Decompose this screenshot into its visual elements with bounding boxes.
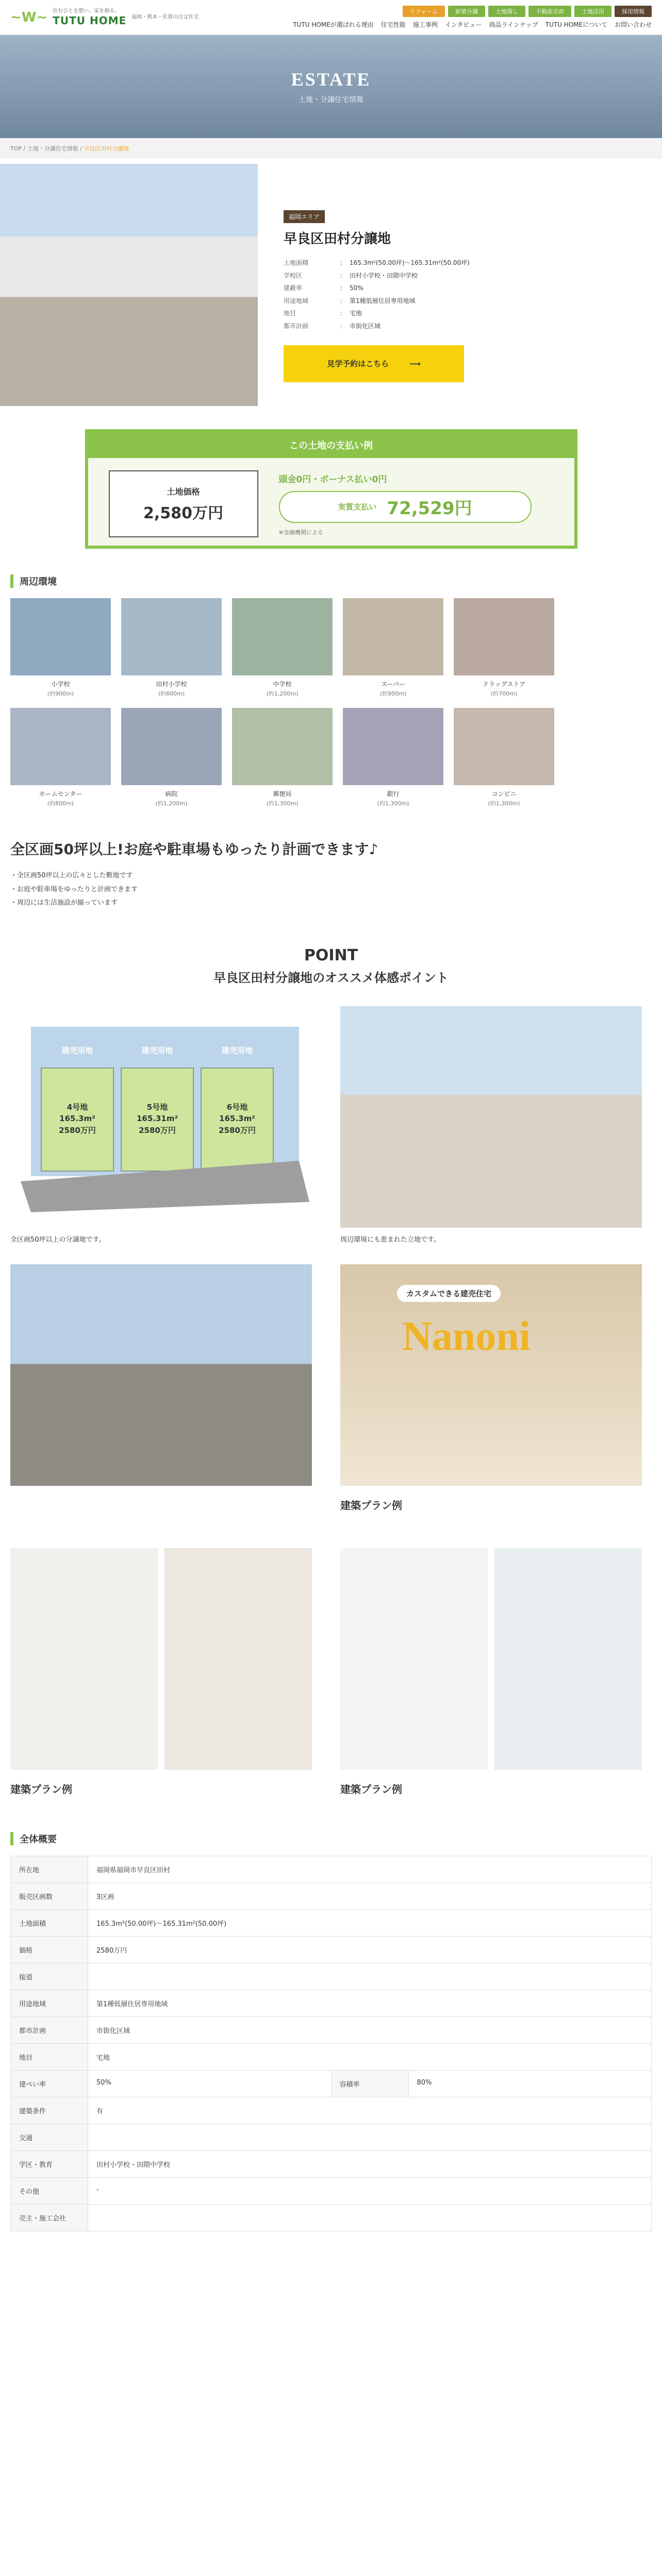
summary-value: 80% [408,2070,652,2097]
nav-link[interactable]: TUTU HOMEが選ばれる理由 [293,21,374,28]
environment-item[interactable] [454,598,554,698]
summary-row [11,2150,652,2177]
nav-link[interactable]: インタビュー [444,21,482,28]
feature-headline: 全区画50坪以上!お庭や駐車場もゆったり計画できます♪ [10,841,378,858]
payment-example [85,429,577,549]
summary-key: 土地面積 [11,1909,88,1936]
bathroom-photo [340,1548,642,1770]
spec-row [284,257,641,269]
environment-photo [121,708,222,785]
summary-key: 用途地域 [11,1990,88,2016]
summary-value [88,1963,652,1990]
spec-value: 165.3m²(50.00坪)〜165.31m²(50.00坪) [350,259,470,266]
lot-price: 2580万円 [139,1125,176,1135]
breadcrumb-sep: / [22,145,27,152]
site-header [0,0,662,35]
payment-title: この土地の支払い例 [88,432,574,458]
nav-pill[interactable]: リフォーム [403,6,445,17]
environment-item[interactable] [121,598,222,698]
nanoni-badge: カスタムできる建売住宅 [397,1285,501,1302]
property-spec-list [284,257,641,333]
nav-link[interactable]: 施工事例 [412,21,438,28]
summary-row [11,2177,652,2204]
environment-distance: (約900m) [379,690,407,697]
payment-condition: 頭金0円・ボーナス払い0円 [278,474,387,485]
nav-main-links [206,20,652,29]
spec-value: 第1種低層住居専用地域 [350,297,416,304]
environment-name: 郵便局 [273,790,292,798]
environment-photo [232,598,333,675]
spec-value: 市街化区域 [350,322,381,330]
summary-row [11,2204,652,2231]
summary-row [11,1990,652,2016]
environment-photo [232,708,333,785]
lot-title: 建売用地 [61,1045,93,1055]
neighborhood-photo [10,1264,312,1486]
environment-name: 中学校 [273,681,292,688]
summary-key: 売主・施工会社 [11,2204,88,2231]
summary-value: 宅地 [88,2043,652,2070]
environment-name: コンビニ [491,790,517,798]
summary-key: 建築条件 [11,2097,88,2124]
site-logo[interactable] [10,8,206,27]
environment-item[interactable] [10,708,111,807]
summary-value: 有 [88,2097,652,2124]
nanoni-photo [340,1264,642,1486]
property-info [258,164,662,411]
nav-pill[interactable]: 新築分譲 [448,6,485,17]
site-photo [340,1006,642,1228]
summary-key: 所在地 [11,1856,88,1883]
summary-row [11,2124,652,2150]
lot-detail [41,1101,113,1137]
environment-name: 田村小学校 [156,681,187,688]
point-label: POINT [304,946,358,964]
summary-key: 学区・教育 [11,2150,88,2177]
summary-value: 3区画 [88,1883,652,1909]
environment-item[interactable] [343,598,443,698]
breadcrumb [0,138,662,159]
summary-row [11,1936,652,1963]
summary-value: 福岡県福岡市早良区田村 [88,1856,652,1883]
spec-key: 都市計画 [284,322,309,330]
environment-name: 小学校 [51,681,70,688]
land-price-box [109,470,258,537]
environment-item[interactable] [454,708,554,807]
summary-row [11,2043,652,2070]
nav-pill[interactable]: 採用情報 [615,6,652,17]
environment-distance: (約1,300m) [488,800,520,807]
logo-mark-icon: ~W~ [10,9,48,25]
spec-colon: : [340,259,343,266]
summary-value: 50% [88,2070,332,2097]
lot-title: 建売用地 [221,1045,253,1055]
breadcrumb-sep: / [78,145,84,152]
spec-colon: : [340,297,343,304]
logo-subtagline: 福岡・熊本・佐賀の注文住宅 [131,14,199,20]
summary-row [11,2016,652,2043]
nav-link[interactable]: お問い合わせ [614,21,652,28]
spec-key: 土地面積 [284,259,309,266]
lot-number: 6号地 [226,1102,248,1112]
summary-key: 容積率 [331,2070,408,2097]
environment-name: スーパー [381,681,405,688]
spec-row [284,269,641,282]
visit-reservation-label: 見学予約はこちら [327,359,389,369]
lot-price: 2580万円 [59,1125,96,1135]
summary-key: 都市計画 [11,2016,88,2043]
environment-distance: (約600m) [158,690,185,697]
summary-key: 交通 [11,2124,88,2150]
nav-link[interactable]: 住宅性能 [380,21,406,28]
environment-distance: (約1,300m) [266,800,299,807]
environment-photo [10,708,111,785]
spec-value: 50% [350,284,363,292]
lot-area: 165.31m² [136,1114,178,1124]
nav-link[interactable]: 商品ラインナップ [489,21,538,28]
environment-photo [10,598,111,675]
arrow-right-icon: ⟶ [409,359,421,368]
environment-distance: (約1,200m) [155,800,188,807]
summary-row [11,1963,652,1990]
section-heading-summary: 全体概要 [10,1832,652,1845]
spec-colon: : [340,284,343,292]
property-top [0,164,662,411]
lot-area: 165.3m² [59,1114,95,1124]
environment-distance: (約1,300m) [377,800,409,807]
spec-value: 宅地 [350,310,362,317]
summary-key: 接道 [11,1963,88,1990]
summary-key: その他 [11,2177,88,2204]
land-price-value: 2,580万円 [143,504,223,522]
point-section [0,946,662,986]
nav-service-pills [206,6,652,17]
spec-key: 学校区 [284,272,303,279]
spec-colon: : [340,272,343,279]
nav-link[interactable]: TUTU HOMEについて [545,21,607,28]
environment-name: ドラッグストア [482,681,526,688]
summary-row [11,1856,652,1883]
hero-subtitle: 土地・分譲住宅情報 [299,96,363,104]
plan-label-2: 建築プラン例 [340,1783,402,1795]
lot-number: 4号地 [67,1102,88,1112]
site-photo-caption: 周辺環境にも恵まれた立地です。 [340,1235,440,1244]
environment-photo [454,598,554,675]
summary-value [88,2124,652,2150]
payment-note: ※金融機関による [278,529,323,536]
land-price-label: 土地価格 [167,486,200,497]
nanoni-logo: Nanoni [402,1313,531,1359]
nav-pill[interactable]: 土地探し [488,6,525,17]
summary-value: 2580万円 [88,1936,652,1963]
summary-key: 販売区画数 [11,1883,88,1909]
breadcrumb-home[interactable]: TOP [10,145,22,152]
monthly-label: 実質支払い [338,502,377,512]
spec-colon: : [340,322,343,330]
summary-key: 地目 [11,2043,88,2070]
plan-label-1: 建築プラン例 [10,1783,72,1795]
lot-detail [201,1101,273,1137]
spec-row [284,320,641,333]
summary-table [10,1856,652,2231]
environment-item[interactable] [121,708,222,807]
nav-pill[interactable]: 不動産売却 [528,6,571,17]
summary-value: - [88,2177,652,2204]
section-heading-environment: 周辺環境 [10,574,652,588]
global-nav [206,6,652,29]
environment-name: 銀行 [387,790,400,798]
property-name: 早良区田村分譲地 [284,231,391,247]
environment-photo [343,708,443,785]
plan-title: 建築プラン例 [340,1499,402,1512]
visit-reservation-button[interactable] [284,345,464,382]
environment-name: 病院 [165,790,178,798]
spec-key: 用途地域 [284,297,309,304]
hero-title: ESTATE [291,69,371,90]
spec-colon: : [340,310,343,317]
environment-item[interactable] [343,708,443,807]
kitchen-photo [10,1548,312,1770]
summary-row [11,1883,652,1909]
feature-text [0,869,662,910]
lot-title: 建売用地 [141,1045,173,1055]
environment-item[interactable] [232,708,333,807]
logo-tagline: 住むひとを想い、家を創る。 [53,8,120,14]
summary-key: 建ぺい率 [11,2070,88,2097]
spec-row [284,295,641,308]
summary-row [11,2097,652,2124]
environment-grid [0,598,662,807]
spec-key: 地目 [284,310,296,317]
environment-photo [121,598,222,675]
summary-row [11,2070,652,2097]
environment-distance: (約1,200m) [266,690,299,697]
environment-photo [343,598,443,675]
lot-area: 165.3m² [219,1114,255,1124]
area-badge: 福岡エリア [284,210,325,223]
summary-value [88,2204,652,2231]
summary-value: 165.3m²(50.00坪)〜165.31m²(50.00坪) [88,1909,652,1936]
spec-row [284,307,641,320]
page-hero [0,35,662,138]
breadcrumb-estate[interactable]: 土地・分譲住宅情報 [27,145,78,152]
environment-distance: (約900m) [47,690,74,697]
environment-item[interactable] [232,598,333,698]
environment-photo [454,708,554,785]
feature-line: ・お庭や駐車場をゆったりと計画できます [10,885,138,893]
feature-line: ・周辺には生活施設が揃っています [10,899,118,907]
environment-item[interactable] [10,598,111,698]
logo-brand: TUTU HOME [53,14,127,27]
summary-value: 市街化区域 [88,2016,652,2043]
environment-name: ホームセンター [39,790,82,798]
nav-pill[interactable]: 土地活用 [574,6,611,17]
spec-key: 建蔽率 [284,284,303,292]
lot-detail [121,1101,193,1137]
summary-value: 田村小学校・田隈中学校 [88,2150,652,2177]
summary-key: 価格 [11,1936,88,1963]
summary-value: 第1種低層住居専用地域 [88,1990,652,2016]
lot-number: 5号地 [146,1102,168,1112]
property-main-photo [0,164,258,406]
environment-distance: (約800m) [47,800,74,807]
lot-map-caption: 全区画50坪以上の分譲地です。 [10,1235,106,1244]
summary-row [11,1909,652,1936]
spec-row [284,282,641,295]
lot-price: 2580万円 [219,1125,256,1135]
monthly-payment [279,491,532,523]
point-title: 早良区田村分譲地のオススメ体感ポイント [213,970,449,985]
lot-map [10,1006,312,1228]
spec-value: 田村小学校・田隈中学校 [350,272,418,279]
breadcrumb-current: 早良区田村分譲地 [84,145,129,152]
environment-distance: (約700m) [490,690,518,697]
feature-line: ・全区画50坪以上の広々とした敷地です [10,872,133,879]
monthly-value: 72,529円 [387,498,472,519]
